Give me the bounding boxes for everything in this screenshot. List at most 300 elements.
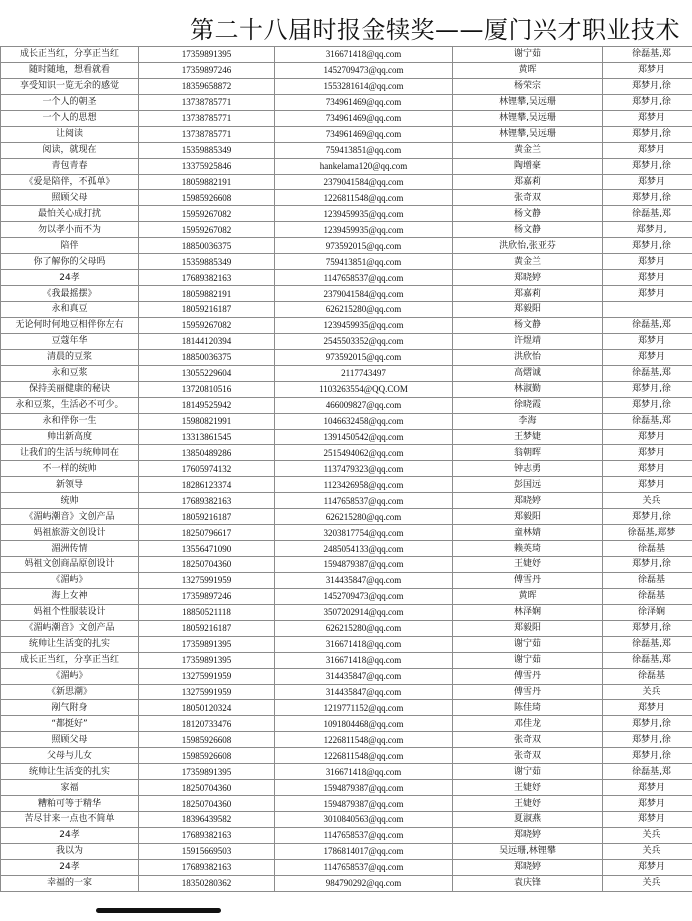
entry-title-cell: 妈祖旅游文创设计 (1, 525, 139, 541)
email-cell: 314435847@qq.com (275, 684, 453, 700)
teacher-cell: 郑梦月 (603, 477, 692, 493)
teacher-cell: 徐磊基,郑 (603, 206, 692, 222)
email-cell: 1239459935@qq.com (275, 206, 453, 222)
email-cell: 1239459935@qq.com (275, 222, 453, 238)
author-cell: 林淑勤 (453, 381, 603, 397)
entry-title-cell: 《我最摇摆》 (1, 286, 139, 302)
teacher-cell: 徐磊基 (603, 541, 692, 557)
email-cell: 1239459935@qq.com (275, 317, 453, 333)
phone-cell: 18059882191 (139, 286, 275, 302)
author-cell: 谢宁茹 (453, 636, 603, 652)
author-cell: 吴远珊,林锂攀 (453, 843, 603, 859)
author-cell: 郑晓婷 (453, 270, 603, 286)
entry-title-cell: 统帅让生活变的扎实 (1, 636, 139, 652)
author-cell: 王梦婕 (453, 429, 603, 445)
table-row (1, 461, 692, 477)
entry-title-cell: 《新思潮》 (1, 684, 139, 700)
email-cell: 3010840563@qq.com (275, 812, 453, 828)
teacher-cell: 徐磊基 (603, 668, 692, 684)
author-cell: 洪欣怡,张亚芬 (453, 238, 603, 254)
phone-cell: 18250704360 (139, 557, 275, 573)
teacher-cell: 郑梦月 (603, 110, 692, 126)
email-cell: 2379041584@qq.com (275, 174, 453, 190)
entry-title-cell: 24孝 (1, 270, 139, 286)
entry-title-cell: 《湄屿》 (1, 668, 139, 684)
phone-cell: 18144120394 (139, 333, 275, 349)
teacher-cell: 郑梦月 (603, 461, 692, 477)
email-cell: 1594879387@qq.com (275, 780, 453, 796)
email-cell: 1123426958@qq.com (275, 477, 453, 493)
author-cell: 陈佳琦 (453, 700, 603, 716)
entry-title-cell: 糟粕可等于精华 (1, 796, 139, 812)
entry-title-cell: 勿以孝小而不为 (1, 222, 139, 238)
entry-title-cell: 一个人的思想 (1, 110, 139, 126)
phone-cell: 15985926608 (139, 748, 275, 764)
table-row (1, 445, 692, 461)
author-cell: 杨文静 (453, 317, 603, 333)
teacher-cell: 郑梦月, (603, 222, 692, 238)
entry-title-cell: 剐气附身 (1, 700, 139, 716)
author-cell: 王婕妤 (453, 780, 603, 796)
entry-title-cell: 苦尽甘来一点也不简单 (1, 812, 139, 828)
teacher-cell: 郑梦月 (603, 812, 692, 828)
teacher-cell: 郑梦月 (603, 700, 692, 716)
email-cell: 626215280@qq.com (275, 620, 453, 636)
email-cell: 1391450542@qq.com (275, 429, 453, 445)
phone-cell: 18120733476 (139, 716, 275, 732)
phone-cell: 18250704360 (139, 796, 275, 812)
email-cell: 2117743497 (275, 365, 453, 381)
email-cell: 1226811548@qq.com (275, 748, 453, 764)
author-cell: 郑毅阳 (453, 302, 603, 318)
email-cell: 1594879387@qq.com (275, 557, 453, 573)
teacher-cell: 郑梦月 (603, 174, 692, 190)
phone-cell: 13850489286 (139, 445, 275, 461)
entry-title-cell: 保持美丽健康的秘诀 (1, 381, 139, 397)
phone-cell: 18850521118 (139, 604, 275, 620)
author-cell: 许煜靖 (453, 333, 603, 349)
email-cell: 1594879387@qq.com (275, 796, 453, 812)
email-cell: 1147658537@qq.com (275, 270, 453, 286)
teacher-cell: 徐磊基,郑 (603, 636, 692, 652)
entry-title-cell: 青包青春 (1, 158, 139, 174)
entry-title-cell: 永和伴你一生 (1, 413, 139, 429)
author-cell: 高熠诚 (453, 365, 603, 381)
table-row (1, 748, 692, 764)
email-cell: 3507202914@qq.com (275, 604, 453, 620)
author-cell: 傅雪丹 (453, 668, 603, 684)
entry-title-cell: 妈祖个性服装设计 (1, 604, 139, 620)
teacher-cell: 郑梦月 (603, 333, 692, 349)
email-cell: 973592015@qq.com (275, 238, 453, 254)
phone-cell: 18149525942 (139, 397, 275, 413)
table-row (1, 764, 692, 780)
table-row (1, 126, 692, 142)
table-row (1, 493, 692, 509)
entry-title-cell: 统帅 (1, 493, 139, 509)
email-cell: 734961469@qq.com (275, 110, 453, 126)
teacher-cell: 郑梦月 (603, 62, 692, 78)
author-cell: 张奇双 (453, 190, 603, 206)
author-cell: 李海 (453, 413, 603, 429)
table-body (1, 47, 692, 892)
teacher-cell: 郑梦月,徐 (603, 732, 692, 748)
table-row (1, 843, 692, 859)
teacher-cell: 郑梦月,徐 (603, 748, 692, 764)
table-row (1, 604, 692, 620)
email-cell: 973592015@qq.com (275, 349, 453, 365)
author-cell: 黄晖 (453, 588, 603, 604)
phone-cell: 18059216187 (139, 302, 275, 318)
table-row (1, 158, 692, 174)
email-cell: 2379041584@qq.com (275, 286, 453, 302)
phone-cell: 17359891395 (139, 636, 275, 652)
entry-title-cell: 我以为 (1, 843, 139, 859)
table-row (1, 652, 692, 668)
email-cell: 1103263554@QQ.COM (275, 381, 453, 397)
author-cell: 郑嘉莉 (453, 286, 603, 302)
author-cell: 傅雪丹 (453, 684, 603, 700)
teacher-cell: 郑梦月 (603, 286, 692, 302)
table-row (1, 477, 692, 493)
author-cell: 袁庆锋 (453, 875, 603, 891)
phone-cell: 13275991959 (139, 572, 275, 588)
entry-title-cell: 最怕关心成打扰 (1, 206, 139, 222)
phone-cell: 17689382163 (139, 827, 275, 843)
entry-title-cell: 海上女神 (1, 588, 139, 604)
phone-cell: 18850036375 (139, 349, 275, 365)
email-cell: 734961469@qq.com (275, 94, 453, 110)
entry-title-cell: 豆蔻年华 (1, 333, 139, 349)
author-cell: 谢宁茹 (453, 652, 603, 668)
phone-cell: 18850036375 (139, 238, 275, 254)
table-row (1, 572, 692, 588)
home-indicator[interactable] (96, 908, 221, 913)
teacher-cell: 郑梦月 (603, 429, 692, 445)
teacher-cell: 徐泽娴 (603, 604, 692, 620)
phone-cell: 13738785771 (139, 110, 275, 126)
entry-title-cell: 湄洲传情 (1, 541, 139, 557)
entry-title-cell: 随时随地，想看就看 (1, 62, 139, 78)
phone-cell: 13275991959 (139, 668, 275, 684)
table-row (1, 541, 692, 557)
entry-title-cell: 阅读，就现在 (1, 142, 139, 158)
phone-cell: 13275991959 (139, 684, 275, 700)
teacher-cell: 徐磊基,郑 (603, 317, 692, 333)
email-cell: 3203817754@qq.com (275, 525, 453, 541)
teacher-cell: 徐磊基,郑 (603, 764, 692, 780)
table-row (1, 397, 692, 413)
author-cell: 翁朝晖 (453, 445, 603, 461)
table-row (1, 620, 692, 636)
teacher-cell: 郑梦月,徐 (603, 190, 692, 206)
entry-title-cell: 帅出新高度 (1, 429, 139, 445)
email-cell: 1452709473@qq.com (275, 588, 453, 604)
author-cell: 王婕妤 (453, 796, 603, 812)
email-cell: 2545503352@qq.com (275, 333, 453, 349)
email-cell: 1219771152@qq.com (275, 700, 453, 716)
table-row (1, 812, 692, 828)
phone-cell: 18250704360 (139, 780, 275, 796)
teacher-cell: 关兵 (603, 843, 692, 859)
phone-cell: 17689382163 (139, 493, 275, 509)
phone-cell: 13738785771 (139, 94, 275, 110)
entry-title-cell: 让阅读 (1, 126, 139, 142)
table-row (1, 190, 692, 206)
teacher-cell: 徐磊基 (603, 572, 692, 588)
author-cell: 杨文静 (453, 222, 603, 238)
email-cell: 759413851@qq.com (275, 142, 453, 158)
teacher-cell: 徐磊基,郑梦 (603, 525, 692, 541)
email-cell: 626215280@qq.com (275, 302, 453, 318)
table-row (1, 174, 692, 190)
table-row (1, 238, 692, 254)
author-cell: 邓佳龙 (453, 716, 603, 732)
author-cell: 傅雪丹 (453, 572, 603, 588)
phone-cell: 17359891395 (139, 652, 275, 668)
author-cell: 林锂攀,吴远珊 (453, 94, 603, 110)
author-cell: 郑毅阳 (453, 509, 603, 525)
phone-cell: 15359885349 (139, 254, 275, 270)
phone-cell: 17689382163 (139, 859, 275, 875)
teacher-cell: 关兵 (603, 493, 692, 509)
table-row (1, 875, 692, 891)
teacher-cell: 郑梦月,徐 (603, 557, 692, 573)
entry-title-cell: 24孝 (1, 827, 139, 843)
teacher-cell: 郑梦月,徐 (603, 94, 692, 110)
table-row (1, 716, 692, 732)
email-cell: 2515494062@qq.com (275, 445, 453, 461)
table-row (1, 62, 692, 78)
entry-title-cell: 《湄屿》 (1, 572, 139, 588)
email-cell: 466009827@qq.com (275, 397, 453, 413)
table-row (1, 381, 692, 397)
table-row (1, 636, 692, 652)
author-cell: 杨文静 (453, 206, 603, 222)
teacher-cell: 郑梦月,徐 (603, 620, 692, 636)
entry-title-cell: 妈祖文创商品原创设计 (1, 557, 139, 573)
table-row (1, 94, 692, 110)
table-row (1, 270, 692, 286)
phone-cell: 18396439582 (139, 812, 275, 828)
entry-title-cell: 父母与儿女 (1, 748, 139, 764)
email-cell: 314435847@qq.com (275, 668, 453, 684)
entry-title-cell: 清晨的豆浆 (1, 349, 139, 365)
teacher-cell: 郑梦月 (603, 780, 692, 796)
phone-cell: 15915669503 (139, 843, 275, 859)
phone-cell: 13313861545 (139, 429, 275, 445)
teacher-cell: 郑梦月 (603, 445, 692, 461)
email-cell: 1226811548@qq.com (275, 190, 453, 206)
teacher-cell: 郑梦月,徐 (603, 158, 692, 174)
phone-cell: 18059216187 (139, 509, 275, 525)
author-cell: 郑晓婷 (453, 493, 603, 509)
table-row (1, 286, 692, 302)
teacher-cell: 郑梦月 (603, 142, 692, 158)
email-cell: 1147658537@qq.com (275, 859, 453, 875)
phone-cell: 18250796617 (139, 525, 275, 541)
author-cell: 谢宁茹 (453, 764, 603, 780)
teacher-cell: 徐磊基,郑 (603, 652, 692, 668)
author-cell: 赖英琦 (453, 541, 603, 557)
table-row (1, 317, 692, 333)
entry-title-cell: 照顾父母 (1, 190, 139, 206)
table-row (1, 78, 692, 94)
email-cell: 759413851@qq.com (275, 254, 453, 270)
entry-title-cell: 永和真豆 (1, 302, 139, 318)
table-row (1, 47, 692, 63)
table-row (1, 557, 692, 573)
table-row (1, 684, 692, 700)
author-cell: 夏淑燕 (453, 812, 603, 828)
entry-title-cell: 《爱是陪伴，不孤单》 (1, 174, 139, 190)
email-cell: 314435847@qq.com (275, 572, 453, 588)
email-cell: 1046632458@qq.com (275, 413, 453, 429)
phone-cell: 13738785771 (139, 126, 275, 142)
teacher-cell: 徐磊基,郑 (603, 47, 692, 63)
entry-title-cell: 成长正当红，分享正当红 (1, 47, 139, 63)
entry-title-cell: 新领导 (1, 477, 139, 493)
author-cell: 王婕妤 (453, 557, 603, 573)
entry-title-cell: 家福 (1, 780, 139, 796)
entry-title-cell: 永和豆浆，生活必不可少。 (1, 397, 139, 413)
teacher-cell: 徐磊基,郑 (603, 365, 692, 381)
table-row (1, 254, 692, 270)
entries-table (0, 46, 692, 892)
table-row (1, 668, 692, 684)
entry-title-cell: 你了解你的父母吗 (1, 254, 139, 270)
teacher-cell: 郑梦月 (603, 796, 692, 812)
entry-title-cell: 《湄屿潮音》文创产品 (1, 620, 139, 636)
teacher-cell: 关兵 (603, 875, 692, 891)
teacher-cell: 郑梦月,徐 (603, 509, 692, 525)
table-row (1, 349, 692, 365)
table-row (1, 588, 692, 604)
email-cell: 1553281614@qq.com (275, 78, 453, 94)
email-cell: 1786814017@qq.com (275, 843, 453, 859)
teacher-cell: 徐磊基 (603, 588, 692, 604)
entry-title-cell: 统帅让生活变的扎实 (1, 764, 139, 780)
table-row (1, 110, 692, 126)
teacher-cell: 郑梦月 (603, 254, 692, 270)
entry-title-cell: 享受知识一览无余的感觉 (1, 78, 139, 94)
entry-title-cell: 《湄屿潮音》文创产品 (1, 509, 139, 525)
author-cell: 郑嘉莉 (453, 174, 603, 190)
phone-cell: 17359891395 (139, 764, 275, 780)
table-row (1, 206, 692, 222)
table-row (1, 827, 692, 843)
author-cell: 黄金兰 (453, 142, 603, 158)
table-row (1, 413, 692, 429)
table-row (1, 700, 692, 716)
author-cell: 童林婧 (453, 525, 603, 541)
document-title: 第二十八届时报金犊奖——厦门兴才职业技术 (190, 16, 680, 44)
email-cell: 316671418@qq.com (275, 652, 453, 668)
phone-cell: 17359897246 (139, 588, 275, 604)
teacher-cell: 郑梦月 (603, 270, 692, 286)
email-cell: 316671418@qq.com (275, 636, 453, 652)
teacher-cell: 郑梦月 (603, 349, 692, 365)
table-row (1, 732, 692, 748)
email-cell: 1147658537@qq.com (275, 827, 453, 843)
phone-cell: 15959267082 (139, 206, 275, 222)
email-cell: 1147658537@qq.com (275, 493, 453, 509)
phone-cell: 18050120324 (139, 700, 275, 716)
phone-cell: 13720810516 (139, 381, 275, 397)
author-cell: 徐晓霞 (453, 397, 603, 413)
author-cell: 张奇双 (453, 748, 603, 764)
entry-title-cell: 陪伴 (1, 238, 139, 254)
teacher-cell: 郑梦月,徐 (603, 716, 692, 732)
table-row (1, 525, 692, 541)
author-cell: 谢宁茹 (453, 47, 603, 63)
phone-cell: 13055229604 (139, 365, 275, 381)
entry-title-cell: 成长正当红，分享正当红 (1, 652, 139, 668)
entry-title-cell: 幸福的一家 (1, 875, 139, 891)
table-row (1, 780, 692, 796)
entry-title-cell: 无论何时何地豆相伴你左右 (1, 317, 139, 333)
email-cell: 1452709473@qq.com (275, 62, 453, 78)
author-cell: 杨荣宗 (453, 78, 603, 94)
author-cell: 洪欣怡 (453, 349, 603, 365)
author-cell: 钟志勇 (453, 461, 603, 477)
email-cell: 2485054133@qq.com (275, 541, 453, 557)
email-cell: 734961469@qq.com (275, 126, 453, 142)
phone-cell: 15985926608 (139, 190, 275, 206)
phone-cell: 17605974132 (139, 461, 275, 477)
teacher-cell: 徐磊基,郑 (603, 413, 692, 429)
teacher-cell: 郑梦月,徐 (603, 397, 692, 413)
phone-cell: 15959267082 (139, 222, 275, 238)
entry-title-cell: 不一样的统帅 (1, 461, 139, 477)
email-cell: 1137479323@qq.com (275, 461, 453, 477)
teacher-cell: 郑梦月,徐 (603, 126, 692, 142)
author-cell: 郑毅阳 (453, 620, 603, 636)
entry-title-cell: 24孝 (1, 859, 139, 875)
table-row (1, 222, 692, 238)
table-row (1, 333, 692, 349)
teacher-cell: 郑梦月,徐 (603, 381, 692, 397)
teacher-cell (603, 302, 692, 318)
entry-title-cell: 一个人的朝圣 (1, 94, 139, 110)
phone-cell: 15980821991 (139, 413, 275, 429)
teacher-cell: 关兵 (603, 684, 692, 700)
email-cell: hankelama120@qq.com (275, 158, 453, 174)
phone-cell: 17689382163 (139, 270, 275, 286)
entry-title-cell: 让我们的生活与统帅同在 (1, 445, 139, 461)
author-cell: 郑晓婷 (453, 859, 603, 875)
table-row (1, 859, 692, 875)
teacher-cell: 郑梦月,徐 (603, 78, 692, 94)
author-cell: 黄晖 (453, 62, 603, 78)
phone-cell: 15985926608 (139, 732, 275, 748)
entry-title-cell: “都挺好” (1, 716, 139, 732)
phone-cell: 18059216187 (139, 620, 275, 636)
phone-cell: 18286123374 (139, 477, 275, 493)
phone-cell: 15359885349 (139, 142, 275, 158)
table-row (1, 142, 692, 158)
teacher-cell: 关兵 (603, 827, 692, 843)
email-cell: 1226811548@qq.com (275, 732, 453, 748)
email-cell: 316671418@qq.com (275, 764, 453, 780)
author-cell: 林泽娴 (453, 604, 603, 620)
table-row (1, 796, 692, 812)
author-cell: 张奇双 (453, 732, 603, 748)
email-cell: 316671418@qq.com (275, 47, 453, 63)
email-cell: 1091804468@qq.com (275, 716, 453, 732)
phone-cell: 17359891395 (139, 47, 275, 63)
author-cell: 陶增豪 (453, 158, 603, 174)
